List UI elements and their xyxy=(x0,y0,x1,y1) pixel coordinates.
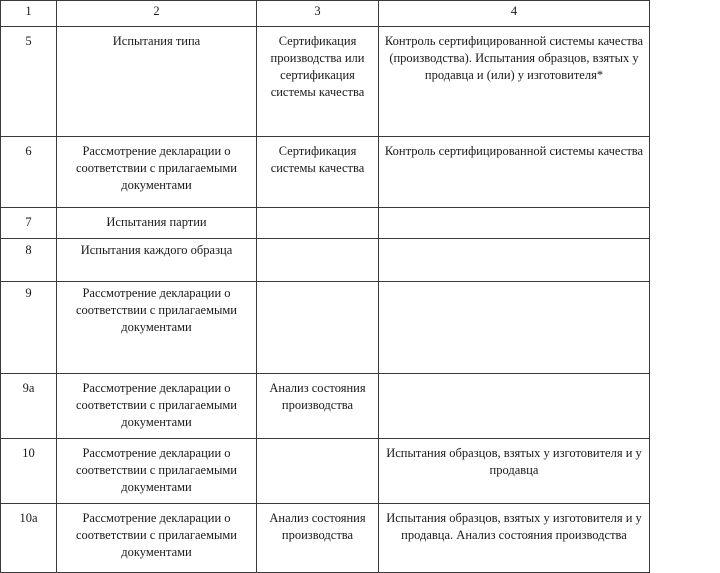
row-number: 8 xyxy=(1,239,57,282)
table-row xyxy=(1,504,650,573)
row-cell-col3: Сертификация системы качества xyxy=(257,137,379,208)
row-cell-col3: Сертификация производства или сертификация системы качества xyxy=(257,27,379,137)
row-number: 5 xyxy=(1,27,57,137)
row-cell-col2: Рассмотрение декларации о соответствии с прилагаемыми документами xyxy=(57,374,257,439)
header-cell-1: 1 xyxy=(1,1,57,27)
row-cell-col2: Испытания типа xyxy=(57,27,257,137)
row-cell-col4 xyxy=(379,282,650,374)
row-cell-col2: Рассмотрение декларации о соответствии с прилагаемыми документами xyxy=(57,137,257,208)
table-row xyxy=(1,239,650,282)
table-row xyxy=(1,137,650,208)
header-cell-3: 3 xyxy=(257,1,379,27)
header-cell-2: 2 xyxy=(57,1,257,27)
row-cell-col4 xyxy=(379,208,650,239)
table-row xyxy=(1,27,650,137)
row-cell-col4: Контроль сертифицированной системы качества xyxy=(379,137,650,208)
row-cell-col2: Рассмотрение декларации о соответствии с прилагаемыми документами xyxy=(57,504,257,573)
row-cell-col3 xyxy=(257,239,379,282)
header-cell-4: 4 xyxy=(379,1,650,27)
row-cell-col4: Контроль сертифицированной системы качества (производства). Испытания образцов, взятых у продавца и (или) у изготовителя* xyxy=(379,27,650,137)
row-number: 10 xyxy=(1,439,57,504)
row-cell-col2: Рассмотрение декларации о соответствии с прилагаемыми документами xyxy=(57,282,257,374)
row-number: 6 xyxy=(1,137,57,208)
row-cell-col2: Рассмотрение декларации о соответствии с прилагаемыми документами xyxy=(57,439,257,504)
row-cell-col3: Анализ состояния производства xyxy=(257,504,379,573)
row-cell-col2: Испытания каждого образца xyxy=(57,239,257,282)
table-row xyxy=(1,439,650,504)
table-header-row xyxy=(1,1,650,27)
row-cell-col4: Испытания образцов, взятых у изготовителя и у продавца. Анализ состояния производства xyxy=(379,504,650,573)
row-cell-col3 xyxy=(257,208,379,239)
row-cell-col3 xyxy=(257,282,379,374)
row-cell-col3: Анализ состояния производства xyxy=(257,374,379,439)
row-number: 9 xyxy=(1,282,57,374)
row-number: 9а xyxy=(1,374,57,439)
row-cell-col4 xyxy=(379,239,650,282)
table-row xyxy=(1,208,650,239)
row-cell-col4: Испытания образцов, взятых у изготовителя и у продавца xyxy=(379,439,650,504)
row-number: 10а xyxy=(1,504,57,573)
row-number: 7 xyxy=(1,208,57,239)
row-cell-col2: Испытания партии xyxy=(57,208,257,239)
row-cell-col4 xyxy=(379,374,650,439)
table-row xyxy=(1,374,650,439)
table-row xyxy=(1,282,650,374)
row-cell-col3 xyxy=(257,439,379,504)
